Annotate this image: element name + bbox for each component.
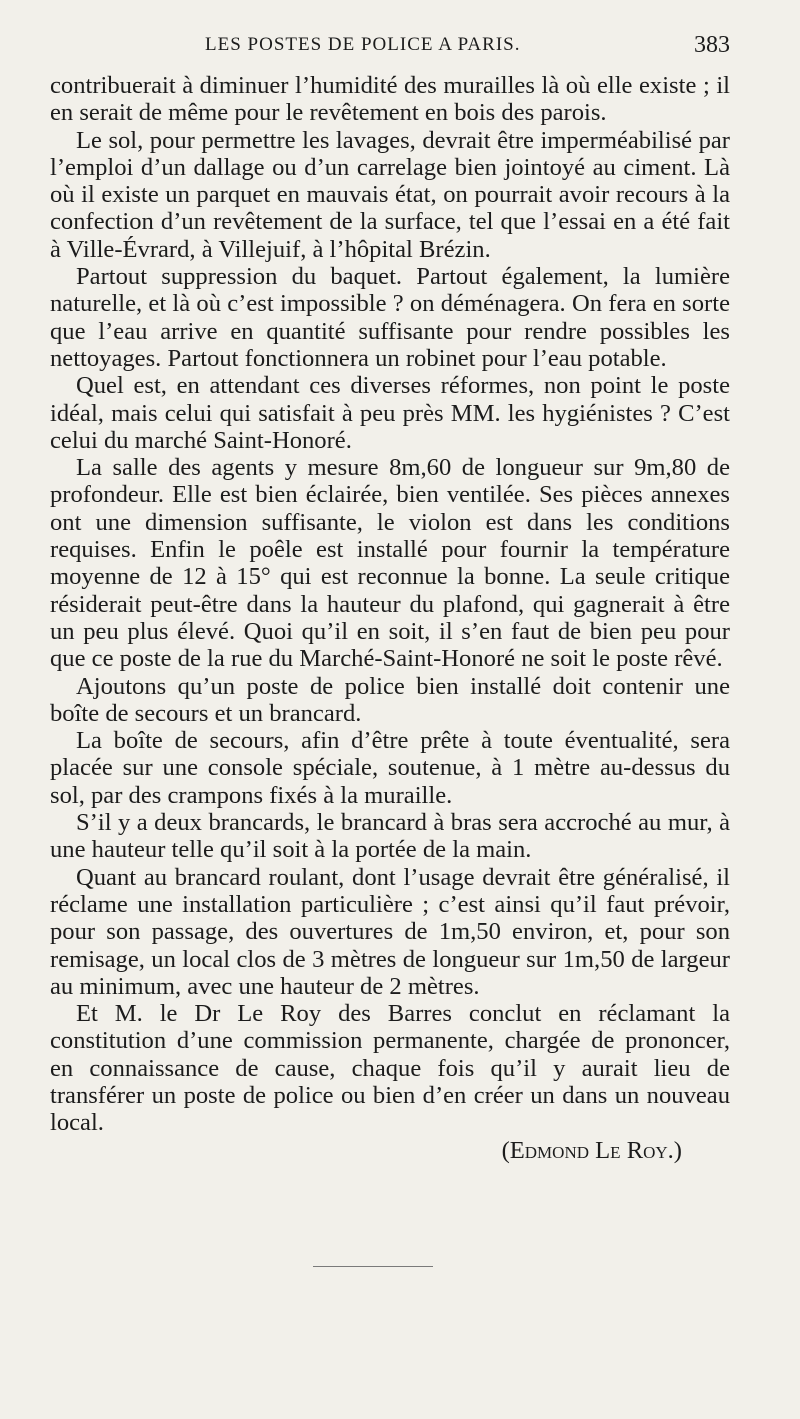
paragraph: Le sol, pour permettre les lavages, devrait être imperméabilisé par l’emploi d’un dallage ou d’un carrelage bien jointoyé au ciment. Là où il existe un parquet en mauvais état, on pourrait avoir recours à la confection d’un revêtement de la surface, tel que l’essai en a été fait à Ville-Évrard, à Villejuif, à l’hôpital Brézin.	[50, 126, 730, 263]
body-text	[50, 72, 730, 1164]
paragraph: Partout suppression du baquet. Partout également, la lumière naturelle, et là où c’est impossible ? on déménagera. On fera en sorte que l’eau arrive en quantité suffisante pour rendre possibles les nettoyages. Partout fonctionnera un robinet pour l’eau potable.	[50, 263, 730, 372]
page-header	[50, 34, 730, 64]
paragraph: Ajoutons qu’un poste de police bien installé doit contenir une boîte de secours et un brancard.	[50, 672, 730, 727]
running-title: LES POSTES DE POLICE A PARIS.	[205, 34, 521, 55]
paragraph: Quant au brancard roulant, dont l’usage devrait être généralisé, il réclame une installation particulière ; c’est ainsi qu’il faut prévoir, pour son passage, des ouvertures de 1m,50 environ, et, pour son remisage, un local clos de 3 mètres de longueur sur 1m,50 de largeur au minimum, avec une hauteur de 2 mètres.	[50, 863, 730, 1000]
page-number: 383	[694, 32, 730, 58]
paragraph: Et M. le Dr Le Roy des Barres conclut en réclamant la constitution d’une commission permanente, chargée de prononcer, en connaissance de cause, chaque fois qu’il y aurait lieu de transférer un poste de police ou bien d’en créer un dans un nouveau local.	[50, 1000, 730, 1137]
paragraph: Quel est, en attendant ces diverses réformes, non point le poste idéal, mais celui qui satisfait à peu près MM. les hygiénistes ? C’est celui du marché Saint-Honoré.	[50, 372, 730, 454]
paragraph: S’il y a deux brancards, le brancard à bras sera accroché au mur, à une hauteur telle qu’il soit à la portée de la main.	[50, 809, 730, 864]
paragraph: La boîte de secours, afin d’être prête à toute éventualité, sera placée sur une console spéciale, soutenue, à 1 mètre au-dessus du sol, par des crampons fixés à la muraille.	[50, 727, 730, 809]
paragraph: La salle des agents y mesure 8m,60 de longueur sur 9m,80 de profondeur. Elle est bien éclairée, bien ventilée. Ses pièces annexes ont une dimension suffisante, le violon est dans les conditions requises. Enfin le poêle est installé pour fournir la température moyenne de 12 à 15° qui est reconnue la bonne. La seule critique résiderait peut-être dans la hauteur du plafond, qui gagnerait à être un peu plus élevé. Quoi qu’il en soit, il s’en faut de bien peu pour que ce poste de la rue du Marché-Saint-Honoré ne soit le poste rêvé.	[50, 454, 730, 673]
footer-rule	[313, 1266, 433, 1267]
paragraph: contribuerait à diminuer l’humidité des murailles là où elle existe ; il en serait de même pour le revêtement en bois des parois.	[50, 72, 730, 127]
author-signature: (Edmond Le Roy.)	[501, 1136, 682, 1164]
